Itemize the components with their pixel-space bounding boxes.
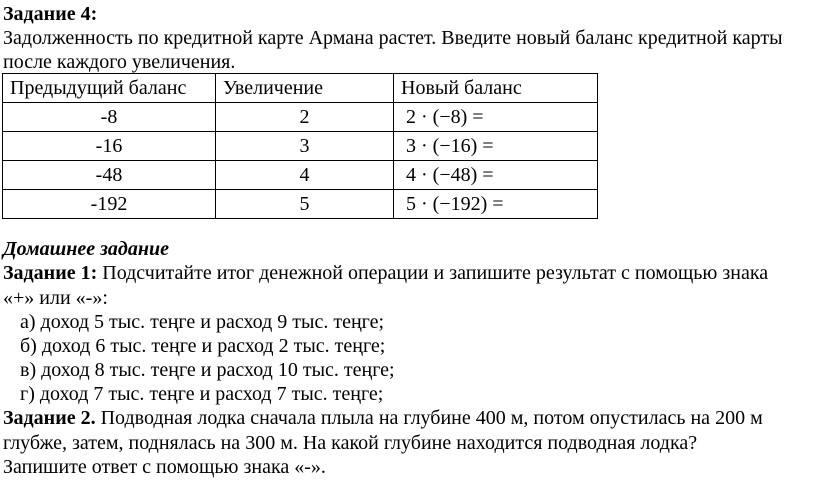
task2-line xyxy=(3,406,763,430)
task4-text-line2: после каждого увеличения. xyxy=(3,51,236,73)
cell-new-balance-formula: 3 · (−16) = xyxy=(394,132,598,161)
task4-title: Задание 4: xyxy=(3,3,98,25)
table-row xyxy=(3,132,598,161)
task1-item-d: г) доход 7 тыс. теңге и расход 7 тыс. теңге; xyxy=(20,383,384,405)
cell-new-balance-formula: 5 · (−192) = xyxy=(394,190,598,219)
table-row xyxy=(3,190,598,219)
task1-item-b: б) доход 6 тыс. теңге и расход 2 тыс. теңге; xyxy=(20,335,386,357)
cell-prev-balance: -8 xyxy=(3,103,216,132)
cell-increase: 2 xyxy=(216,103,394,132)
table-row xyxy=(3,161,598,190)
cell-prev-balance: -48 xyxy=(3,161,216,190)
header-increase: Увеличение xyxy=(216,74,394,103)
task1-text2: «+» или «-»: xyxy=(3,287,108,309)
task1-label: Задание 1: xyxy=(3,262,98,284)
table-row xyxy=(3,103,598,132)
cell-increase: 4 xyxy=(216,161,394,190)
task2-label: Задание 2. xyxy=(3,407,96,429)
task2-text: Подводная лодка сначала плыла на глубине 400 м, потом опустилась на 200 м xyxy=(95,407,763,429)
task1-item-c: в) доход 8 тыс. теңге и расход 10 тыс. теңге; xyxy=(20,359,395,381)
cell-increase: 3 xyxy=(216,132,394,161)
header-prev-balance: Предыдущий баланс xyxy=(3,74,216,103)
balance-table xyxy=(2,73,598,219)
task2-text2: глубже, затем, поднялась на 300 м. На какой глубине находится подводная лодка? xyxy=(3,432,698,454)
header-new-balance: Новый баланс xyxy=(394,74,598,103)
task1-text: Подсчитайте итог денежной операции и запишите результат с помощью знака xyxy=(97,262,769,284)
cell-new-balance-formula: 4 · (−48) = xyxy=(394,161,598,190)
task4-text-line1: Задолженность по кредитной карте Армана растет. Введите новый баланс кредитной карты xyxy=(3,27,783,49)
cell-prev-balance: -192 xyxy=(3,190,216,219)
task1-line xyxy=(3,261,768,285)
cell-increase: 5 xyxy=(216,190,394,219)
table-header-row xyxy=(3,74,598,103)
homework-heading: Домашнее задание xyxy=(3,238,169,260)
cell-prev-balance: -16 xyxy=(3,132,216,161)
task2-text3: Запишите ответ с помощью знака «-». xyxy=(3,456,326,478)
cell-new-balance-formula: 2 · (−8) = xyxy=(394,103,598,132)
task1-item-a: а) доход 5 тыс. теңге и расход 9 тыс. теңге; xyxy=(20,311,385,333)
